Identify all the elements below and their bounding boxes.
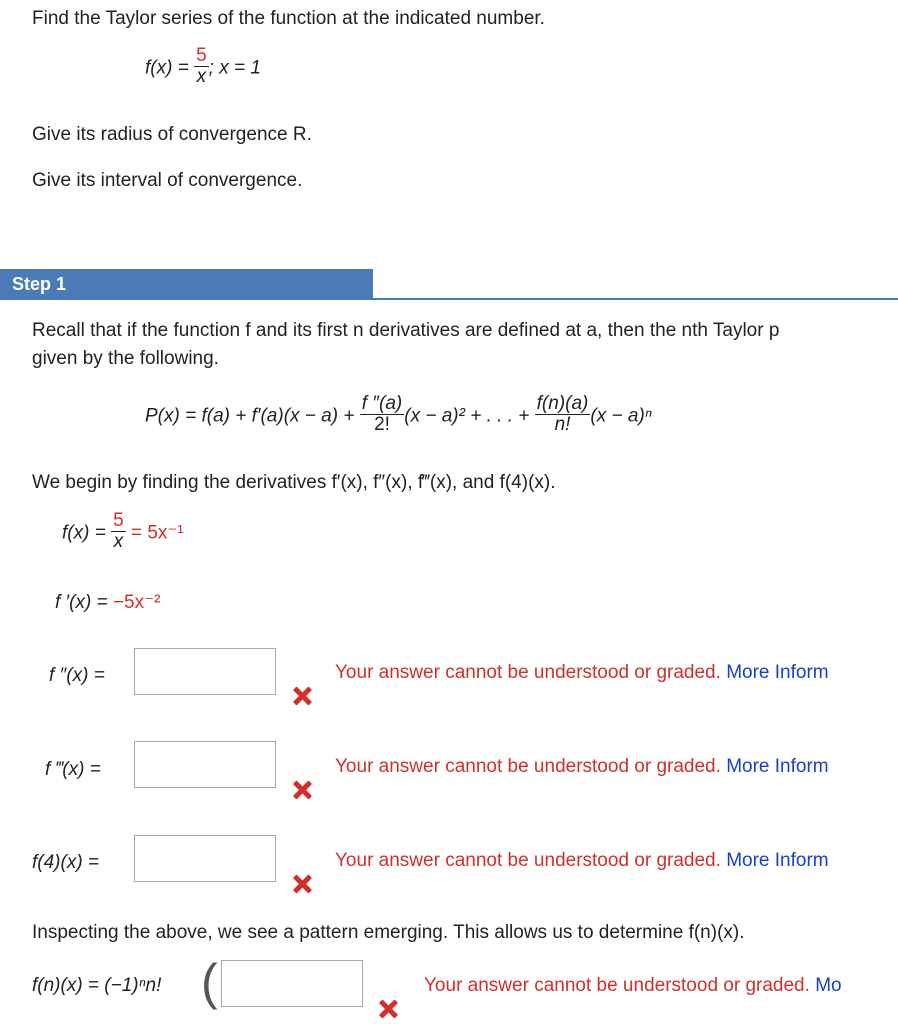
taylor-tn-den: n!	[554, 413, 571, 435]
fn-feedback	[424, 975, 842, 997]
f-result: = 5x⁻¹	[130, 522, 184, 544]
f2-feedback	[335, 662, 829, 684]
function-point: ; x = 1	[208, 57, 261, 79]
f2-label: f ″(x) =	[49, 665, 105, 686]
f3-error-message: Your answer cannot be understood or graded.	[335, 756, 721, 777]
f-fraction	[111, 511, 126, 552]
taylor-t2-tail: (x − a)² + . . . +	[404, 405, 530, 427]
taylor-nth-term	[535, 394, 591, 435]
step-divider	[373, 298, 898, 300]
f-label: f(x) =	[62, 522, 106, 544]
fn-more-info-link[interactable]: Mo	[815, 975, 842, 996]
fn-error-message: Your answer cannot be understood or graded.	[424, 975, 810, 996]
function-fraction	[194, 46, 209, 87]
fn-label: f(n)(x) = (−1)ⁿn!	[32, 975, 162, 996]
f4-label: f(4)(x) =	[32, 852, 100, 873]
f3-label: f ‴(x) =	[45, 759, 101, 780]
derivatives-intro: We begin by finding the derivatives f′(x), f″(x), f‴(x), and f(4)(x).	[32, 472, 556, 493]
fn-incorrect-icon	[377, 998, 399, 1020]
f4-feedback	[335, 850, 829, 872]
f-row	[62, 510, 184, 554]
taylor-lhs: P(x) = f(a) + f′(a)(x − a) +	[145, 405, 355, 427]
f3-answer-input[interactable]	[134, 741, 276, 788]
f4-more-info-link[interactable]: More Inform	[726, 850, 829, 871]
f-numerator: 5	[113, 510, 124, 531]
f1-label: f ′(x) =	[55, 592, 108, 613]
f1-row	[55, 591, 160, 614]
f2-incorrect-icon	[291, 685, 313, 707]
taylor-second-term	[360, 394, 405, 435]
taylor-tn-tail: (x − a)ⁿ	[590, 405, 652, 427]
f2-answer-input[interactable]	[134, 648, 276, 695]
function-lhs: f(x) =	[145, 57, 189, 79]
taylor-t2-num: f ″(a)	[361, 393, 403, 414]
function-definition	[145, 45, 261, 89]
function-denominator: x	[196, 65, 207, 87]
f4-answer-input[interactable]	[134, 835, 276, 882]
recall-text: Recall that if the function f and its first n derivatives are defined at a, then the nth Taylor p	[32, 320, 780, 341]
f4-incorrect-icon	[291, 873, 313, 895]
given-text: given by the following.	[32, 348, 219, 369]
f2-error-message: Your answer cannot be understood or graded.	[335, 662, 721, 683]
f3-feedback	[335, 756, 829, 778]
taylor-formula	[145, 393, 652, 437]
fn-open-paren: (	[201, 954, 218, 1010]
taylor-t2-den: 2!	[374, 413, 390, 435]
taylor-tn-num: f(n)(a)	[536, 393, 589, 414]
function-numerator: 5	[196, 45, 207, 66]
f2-more-info-link[interactable]: More Inform	[726, 662, 829, 683]
f1-value: −5x⁻²	[112, 592, 161, 613]
f3-incorrect-icon	[291, 779, 313, 801]
interval-prompt: Give its interval of convergence.	[32, 170, 303, 191]
pattern-text: Inspecting the above, we see a pattern emerging. This allows us to determine f(n)(x).	[32, 922, 745, 943]
f3-more-info-link[interactable]: More Inform	[726, 756, 829, 777]
problem-prompt: Find the Taylor series of the function at the indicated number.	[32, 8, 545, 29]
radius-prompt: Give its radius of convergence R.	[32, 124, 312, 145]
f4-error-message: Your answer cannot be understood or graded.	[335, 850, 721, 871]
step-label: Step 1	[12, 274, 67, 294]
fn-answer-input[interactable]	[221, 960, 363, 1007]
f-denominator: x	[113, 530, 124, 552]
